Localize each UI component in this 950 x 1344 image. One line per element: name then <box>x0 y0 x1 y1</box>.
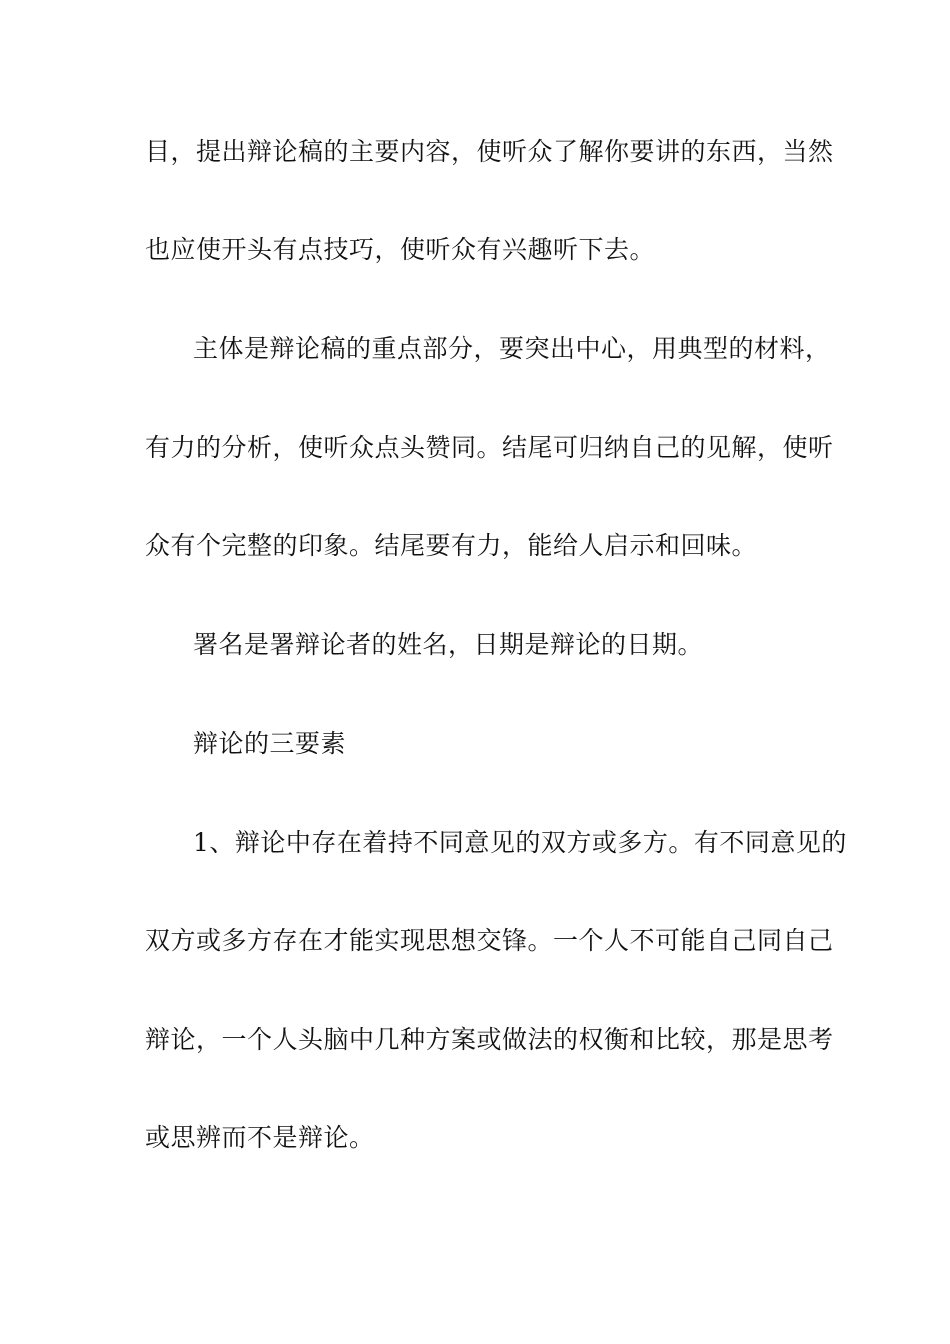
paragraph-line: 1、辩论中存在着持不同意见的双方或多方。有不同意见的 <box>193 828 847 857</box>
paragraph-line: 署名是署辩论者的姓名，日期是辩论的日期。 <box>193 630 704 659</box>
paragraph-line: 有力的分析，使听众点头赞同。结尾可归纳自己的见解，使听 <box>145 433 834 462</box>
paragraph-line: 双方或多方存在才能实现思想交锋。一个人不可能自己同自己 <box>145 926 834 955</box>
paragraph-line: 也应使开头有点技巧，使听众有兴趣听下去。 <box>145 235 656 264</box>
paragraph-line: 或思辨而不是辩论。 <box>145 1123 375 1152</box>
paragraph-line: 目，提出辩论稿的主要内容，使听众了解你要讲的东西，当然 <box>145 137 834 166</box>
paragraph-line: 主体是辩论稿的重点部分，要突出中心，用典型的材料， <box>193 334 831 363</box>
section-heading: 辩论的三要素 <box>193 729 347 758</box>
paragraph-line: 众有个完整的印象。结尾要有力，能给人启示和回味。 <box>145 531 758 560</box>
paragraph-line: 辩论，一个人头脑中几种方案或做法的权衡和比较，那是思考 <box>145 1025 834 1054</box>
